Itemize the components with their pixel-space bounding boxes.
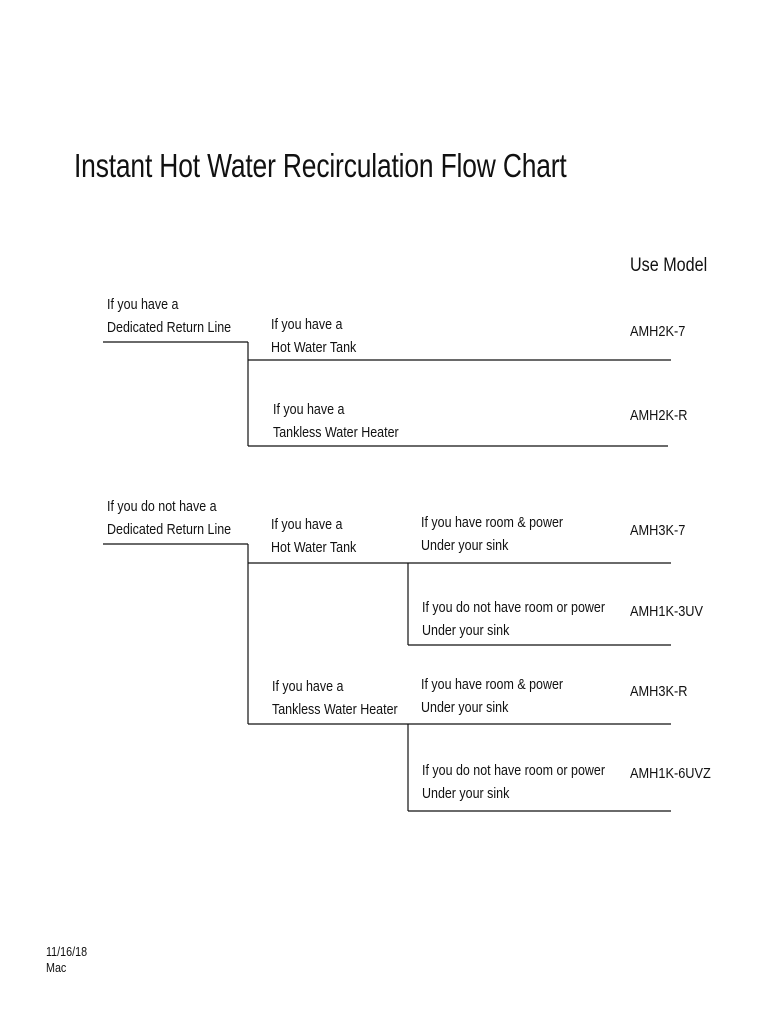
model-amh2k-7: AMH2K-7 [630,324,686,340]
branch-a-line1: If you have a [107,297,179,313]
branch-b-tankless-room-line2: Under your sink [421,700,509,716]
model-amh1k-6uvz: AMH1K-6UVZ [630,766,711,782]
branch-a-tankless-label [273,399,399,445]
branch-b-tankless-line1: If you have a [272,679,344,695]
footer-author: Mac [46,961,67,975]
branch-a-label [107,294,231,340]
branch-b-tankless-noroom-label [422,760,605,806]
model-amh3k-7: AMH3K-7 [630,523,686,539]
branch-b-tank-noroom-label [422,597,605,643]
footer-date: 11/16/18 [46,945,88,959]
branch-a-tankless-line2: Tankless Water Heater [273,425,399,441]
branch-a-tank-line2: Hot Water Tank [271,340,357,356]
footer [46,944,87,976]
branch-b-label [107,496,231,542]
branch-a-tank-line1: If you have a [271,317,343,333]
branch-b-tank-room-line1: If you have room & power [421,515,564,531]
model-amh2k-r: AMH2K-R [630,408,688,424]
branch-b-tankless-room-label [421,674,563,720]
branch-a-tankless-line1: If you have a [273,402,345,418]
branch-b-tankless-noroom-line2: Under your sink [422,786,510,802]
branch-b-tank-noroom-line1: If you do not have room or power [422,600,606,616]
branch-b-line1: If you do not have a [107,499,217,515]
branch-b-tank-label [271,514,356,560]
branch-b-tankless-line2: Tankless Water Heater [272,702,398,718]
use-model-header: Use Model [630,255,708,276]
branch-b-line2: Dedicated Return Line [107,522,232,538]
branch-a-line2: Dedicated Return Line [107,320,232,336]
branch-b-tank-room-line2: Under your sink [421,538,509,554]
branch-b-tank-room-label [421,512,563,558]
page-title: Instant Hot Water Recirculation Flow Chart [74,147,567,184]
branch-b-tank-line1: If you have a [271,517,343,533]
branch-a-tank-label [271,314,356,360]
model-amh1k-3uv: AMH1K-3UV [630,604,704,620]
model-amh3k-r: AMH3K-R [630,684,688,700]
branch-b-tankless-room-line1: If you have room & power [421,677,564,693]
branch-b-tankless-label [272,676,398,722]
branch-b-tankless-noroom-line1: If you do not have room or power [422,763,606,779]
branch-b-tank-noroom-line2: Under your sink [422,623,510,639]
branch-b-tank-line2: Hot Water Tank [271,540,357,556]
